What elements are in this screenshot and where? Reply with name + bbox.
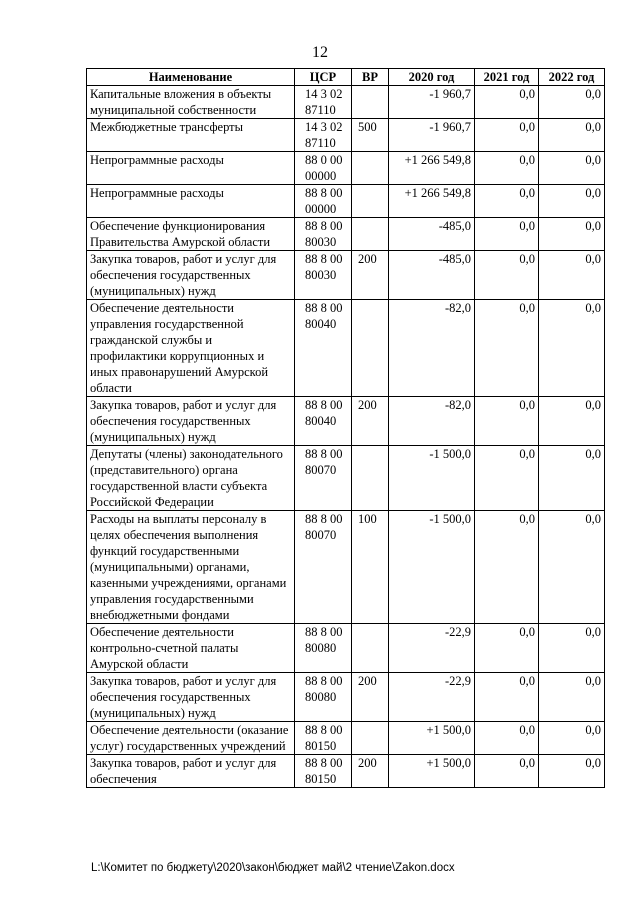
row-csr: 88 8 00 80040 — [295, 397, 352, 446]
page-number: 12 — [312, 44, 328, 61]
row-2020: -1 960,7 — [389, 119, 475, 152]
header-csr: ЦСР — [295, 69, 352, 86]
row-2022: 0,0 — [539, 119, 605, 152]
row-csr: 14 3 02 87110 — [295, 119, 352, 152]
table-row — [87, 218, 605, 251]
row-vr: 200 — [352, 397, 389, 446]
table-row — [87, 86, 605, 119]
row-2020: -485,0 — [389, 218, 475, 251]
row-name: Межбюджетные трансферты — [87, 119, 295, 152]
table-row — [87, 755, 605, 788]
header-2021: 2021 год — [475, 69, 539, 86]
row-csr: 88 8 00 80070 — [295, 446, 352, 511]
row-name: Непрограммные расходы — [87, 152, 295, 185]
row-vr — [352, 722, 389, 755]
row-csr: 88 8 00 80070 — [295, 511, 352, 624]
row-2022: 0,0 — [539, 251, 605, 300]
row-vr — [352, 624, 389, 673]
row-csr: 14 3 02 87110 — [295, 86, 352, 119]
row-2022: 0,0 — [539, 152, 605, 185]
row-vr: 500 — [352, 119, 389, 152]
table-row — [87, 511, 605, 624]
row-csr: 88 8 00 80080 — [295, 624, 352, 673]
row-2020: +1 266 549,8 — [389, 185, 475, 218]
row-name: Закупка товаров, работ и услуг для обеспечения государственных (муниципальных) нужд — [87, 397, 295, 446]
row-name: Обеспечение функционирования Правительства Амурской области — [87, 218, 295, 251]
row-2022: 0,0 — [539, 86, 605, 119]
row-vr: 200 — [352, 251, 389, 300]
header-2022: 2022 год — [539, 69, 605, 86]
row-2021: 0,0 — [475, 446, 539, 511]
row-2022: 0,0 — [539, 511, 605, 624]
row-name: Обеспечение деятельности (оказание услуг) государственных учреждений — [87, 722, 295, 755]
row-2021: 0,0 — [475, 218, 539, 251]
table-row — [87, 624, 605, 673]
row-vr: 100 — [352, 511, 389, 624]
row-2020: -1 500,0 — [389, 446, 475, 511]
row-2022: 0,0 — [539, 755, 605, 788]
row-vr — [352, 218, 389, 251]
row-2021: 0,0 — [475, 86, 539, 119]
row-name: Расходы на выплаты персоналу в целях обеспечения выполнения функций государственными (муниципальными) органами, казенными учреждениями, органами управления государственными внебюджетными фондами — [87, 511, 295, 624]
row-vr — [352, 185, 389, 218]
row-2021: 0,0 — [475, 673, 539, 722]
row-2020: -1 500,0 — [389, 511, 475, 624]
row-name: Обеспечение деятельности управления государственной гражданской службы и профилактики коррупционных и иных правонарушений Амурской области — [87, 300, 295, 397]
row-name: Закупка товаров, работ и услуг для обеспечения государственных (муниципальных) нужд — [87, 673, 295, 722]
row-2021: 0,0 — [475, 722, 539, 755]
budget-table — [86, 68, 605, 788]
row-name: Закупка товаров, работ и услуг для обеспечения государственных (муниципальных) нужд — [87, 251, 295, 300]
row-2022: 0,0 — [539, 446, 605, 511]
row-2022: 0,0 — [539, 300, 605, 397]
row-csr: 88 8 00 80040 — [295, 300, 352, 397]
row-name: Обеспечение деятельности контрольно-счетной палаты Амурской области — [87, 624, 295, 673]
header-2020: 2020 год — [389, 69, 475, 86]
row-csr: 88 8 00 80030 — [295, 251, 352, 300]
row-2020: -22,9 — [389, 624, 475, 673]
row-csr: 88 8 00 80150 — [295, 722, 352, 755]
row-2022: 0,0 — [539, 185, 605, 218]
table-body — [87, 86, 605, 788]
row-2022: 0,0 — [539, 218, 605, 251]
row-name: Закупка товаров, работ и услуг для обеспечения — [87, 755, 295, 788]
row-2021: 0,0 — [475, 152, 539, 185]
table-row — [87, 119, 605, 152]
row-csr: 88 0 00 00000 — [295, 152, 352, 185]
row-vr — [352, 86, 389, 119]
footer-file-path: L:\Комитет по бюджету\2020\закон\бюджет май\2 чтение\Zakon.docx — [91, 862, 455, 874]
row-vr: 200 — [352, 755, 389, 788]
row-vr — [352, 446, 389, 511]
row-2022: 0,0 — [539, 624, 605, 673]
row-2020: -22,9 — [389, 673, 475, 722]
row-csr: 88 8 00 00000 — [295, 185, 352, 218]
table-row — [87, 300, 605, 397]
row-vr — [352, 300, 389, 397]
row-csr: 88 8 00 80150 — [295, 755, 352, 788]
table-row — [87, 673, 605, 722]
row-2021: 0,0 — [475, 397, 539, 446]
table-row — [87, 251, 605, 300]
table-row — [87, 185, 605, 218]
header-name: Наименование — [87, 69, 295, 86]
row-2020: +1 500,0 — [389, 755, 475, 788]
row-2021: 0,0 — [475, 624, 539, 673]
row-2021: 0,0 — [475, 185, 539, 218]
row-2020: +1 266 549,8 — [389, 152, 475, 185]
row-vr: 200 — [352, 673, 389, 722]
row-2020: +1 500,0 — [389, 722, 475, 755]
row-2020: -82,0 — [389, 300, 475, 397]
row-2021: 0,0 — [475, 251, 539, 300]
row-2022: 0,0 — [539, 397, 605, 446]
row-2021: 0,0 — [475, 755, 539, 788]
row-csr: 88 8 00 80080 — [295, 673, 352, 722]
row-name: Непрограммные расходы — [87, 185, 295, 218]
row-2022: 0,0 — [539, 673, 605, 722]
row-2022: 0,0 — [539, 722, 605, 755]
row-2020: -485,0 — [389, 251, 475, 300]
table-row — [87, 152, 605, 185]
row-2020: -82,0 — [389, 397, 475, 446]
row-name: Капитальные вложения в объекты муниципальной собственности — [87, 86, 295, 119]
row-2020: -1 960,7 — [389, 86, 475, 119]
table-row — [87, 722, 605, 755]
table-row — [87, 446, 605, 511]
row-2021: 0,0 — [475, 511, 539, 624]
row-csr: 88 8 00 80030 — [295, 218, 352, 251]
row-name: Депутаты (члены) законодательного (представительного) органа государственной власти субъекта Российской Федерации — [87, 446, 295, 511]
table-row — [87, 397, 605, 446]
header-vr: ВР — [352, 69, 389, 86]
row-2021: 0,0 — [475, 300, 539, 397]
table-header-row — [87, 69, 605, 86]
row-2021: 0,0 — [475, 119, 539, 152]
row-vr — [352, 152, 389, 185]
